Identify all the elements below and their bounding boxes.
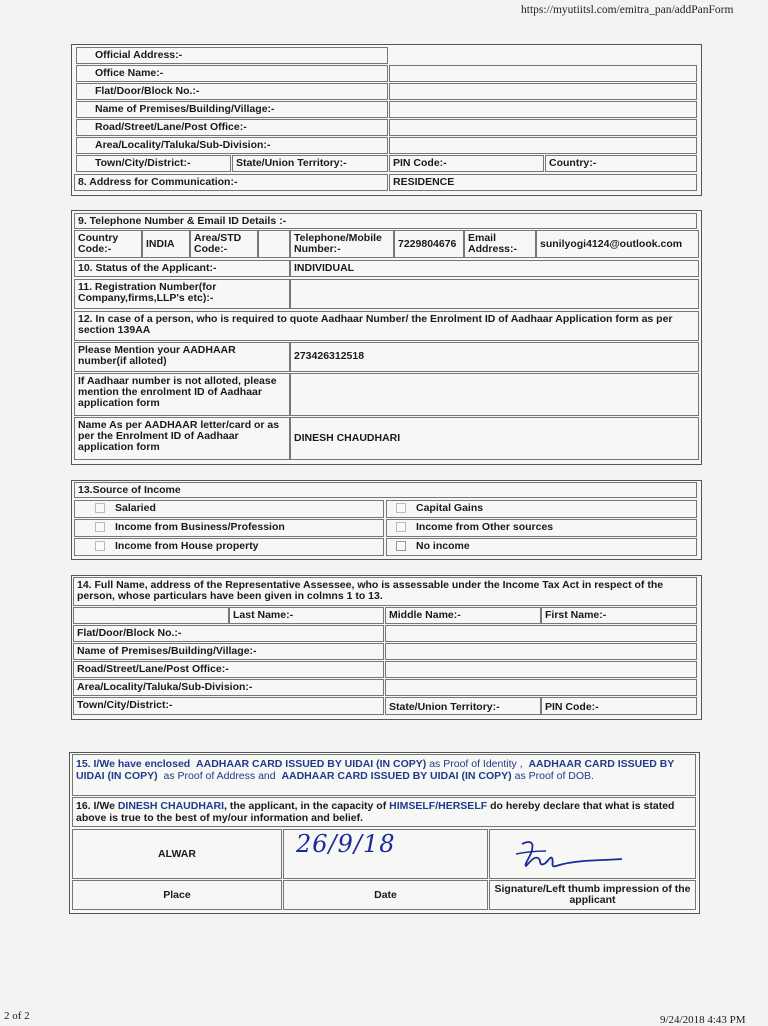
place-label: Place <box>72 880 282 910</box>
date-label: Date <box>283 880 488 910</box>
registration-label: 11. Registration Number(for Company,firms,LLP's etc):- <box>74 279 290 309</box>
proof-identity-doc: AADHAAR CARD ISSUED BY UIDAI (IN COPY) <box>196 758 427 770</box>
representative-title: 14. Full Name, address of the Representative Assessee, who is assessable under the Income Tax Act in respect of the person, whose particulars have been given in colmns 1 to 13. <box>73 577 697 606</box>
house-property-checkbox[interactable] <box>95 541 105 551</box>
income-house-option[interactable] <box>74 538 384 556</box>
capital-gains-checkbox[interactable] <box>396 503 406 513</box>
office-state-label: State/Union Territory:- <box>232 155 388 172</box>
office-pin-label: PIN Code:- <box>389 155 544 172</box>
declaration-statement <box>72 797 696 827</box>
rep-road-value <box>385 661 697 678</box>
aadhaar-name-value: DINESH CHAUDHARI <box>290 417 699 460</box>
enrolment-id-label: If Aadhaar number is not alloted, please mention the enrolment ID of Aadhaar application form <box>74 373 290 416</box>
office-flat-value <box>389 83 697 100</box>
other-sources-label: Income from Other sources <box>416 521 554 533</box>
office-flat-label: Flat/Door/Block No.:- <box>76 83 388 100</box>
signature-cell <box>489 829 696 879</box>
signature-label: Signature/Left thumb impression of the applicant <box>489 880 696 910</box>
rep-flat-value <box>385 625 697 642</box>
country-code-label: Country Code:- <box>74 230 142 258</box>
declaration-intro: 16. I/We <box>76 800 115 812</box>
rep-area-value <box>385 679 697 696</box>
aadhaar-number-value: 273426312518 <box>290 342 699 372</box>
std-code-label: Area/STD Code:- <box>190 230 258 258</box>
office-road-value <box>389 119 697 136</box>
registration-value <box>290 279 699 309</box>
income-business-option[interactable] <box>74 519 384 537</box>
address-communication-value: RESIDENCE <box>389 174 697 191</box>
proof-identity-text: as Proof of Identity , <box>429 758 523 770</box>
other-sources-checkbox[interactable] <box>396 522 406 532</box>
income-no-income-option[interactable] <box>386 538 697 556</box>
aadhaar-section-title: 12. In case of a person, who is required to quote Aadhaar Number/ the Enrolment ID of Aadhaar Application form as per section 139AA <box>74 311 699 341</box>
rep-flat-label: Flat/Door/Block No.:- <box>73 625 384 642</box>
telephone-value: 7229804676 <box>394 230 464 258</box>
proof-dob-doc: AADHAAR CARD ISSUED BY UIDAI (IN COPY) <box>281 770 512 782</box>
rep-middle-name-label: Middle Name:- <box>385 607 541 624</box>
std-code-value <box>258 230 290 258</box>
proof-statement <box>72 754 696 796</box>
rep-premises-value <box>385 643 697 660</box>
status-label: 10. Status of the Applicant:- <box>74 260 290 277</box>
signature-scribble <box>512 836 632 876</box>
official-address-label: Official Address:- <box>76 47 388 64</box>
aadhaar-number-label: Please Mention your AADHAAR number(if alloted) <box>74 342 290 372</box>
rep-town-label: Town/City/District:- <box>73 697 384 715</box>
rep-pin-label: PIN Code:- <box>541 697 697 715</box>
page-url: https://myutiitsl.com/emitra_pan/addPanForm <box>521 4 734 16</box>
email-value: sunilyogi4124@outlook.com <box>536 230 699 258</box>
declarant-name: DINESH CHAUDHARI <box>117 800 225 812</box>
office-area-value <box>389 137 697 154</box>
date-value-cell <box>283 829 488 879</box>
print-timestamp: 9/24/2018 4:43 PM <box>660 1014 746 1026</box>
place-value: ALWAR <box>72 829 282 879</box>
rep-premises-label: Name of Premises/Building/Village:- <box>73 643 384 660</box>
proof-address-doc: AADHAAR CARD ISSUED BY UIDAI (IN COPY) <box>76 758 675 782</box>
salaried-checkbox[interactable] <box>95 503 105 513</box>
rep-road-label: Road/Street/Lane/Post Office:- <box>73 661 384 678</box>
no-income-checkbox[interactable] <box>396 541 406 551</box>
rep-first-name-label: First Name:- <box>541 607 697 624</box>
status-value: INDIVIDUAL <box>290 260 699 277</box>
office-name-value <box>389 65 697 82</box>
country-code-value: INDIA <box>142 230 190 258</box>
contact-title: 9. Telephone Number & Email ID Details :- <box>74 213 697 229</box>
proof-address-text: as Proof of Address and <box>163 770 276 782</box>
office-road-label: Road/Street/Lane/Post Office:- <box>76 119 388 136</box>
capital-gains-label: Capital Gains <box>416 502 484 514</box>
declaration-capacity: HIMSELF/HERSELF <box>389 800 488 812</box>
page-number: 2 of 2 <box>4 1010 30 1022</box>
no-income-label: No income <box>416 540 470 552</box>
income-salaried-option[interactable] <box>74 500 384 518</box>
telephone-label: Telephone/Mobile Number:- <box>290 230 394 258</box>
office-name-label: Office Name:- <box>76 65 388 82</box>
income-capital-gains-option[interactable] <box>386 500 697 518</box>
email-label: Email Address:- <box>464 230 536 258</box>
salaried-label: Salaried <box>115 502 156 514</box>
office-premises-value <box>389 101 697 118</box>
declaration-capacity-text: , the applicant, in the capacity of <box>224 800 387 812</box>
office-premises-label: Name of Premises/Building/Village:- <box>76 101 388 118</box>
rep-state-label: State/Union Territory:- <box>385 697 541 715</box>
income-other-option[interactable] <box>386 519 697 537</box>
handwritten-date: 26/9/18 <box>296 830 396 858</box>
enrolment-id-value <box>290 373 699 416</box>
address-communication-label: 8. Address for Communication:- <box>74 174 388 191</box>
income-title: 13.Source of Income <box>74 482 697 498</box>
rep-area-label: Area/Locality/Taluka/Sub-Division:- <box>73 679 384 696</box>
proof-dob-text: as Proof of DOB. <box>514 770 594 782</box>
office-area-label: Area/Locality/Taluka/Sub-Division:- <box>76 137 388 154</box>
office-town-label: Town/City/District:- <box>76 155 231 172</box>
rep-last-name-label: Last Name:- <box>229 607 384 624</box>
office-country-label: Country:- <box>545 155 697 172</box>
rep-name-blank <box>73 607 229 624</box>
business-label: Income from Business/Profession <box>115 521 285 533</box>
house-property-label: Income from House property <box>115 540 259 552</box>
aadhaar-name-label: Name As per AADHAAR letter/card or as per the Enrolment ID of Aadhaar application form <box>74 417 290 460</box>
declaration-body: do hereby declare that what is stated above is true to the best of my/our information and belief. <box>76 800 675 824</box>
proof-intro: 15. I/We have enclosed <box>76 758 191 770</box>
business-checkbox[interactable] <box>95 522 105 532</box>
